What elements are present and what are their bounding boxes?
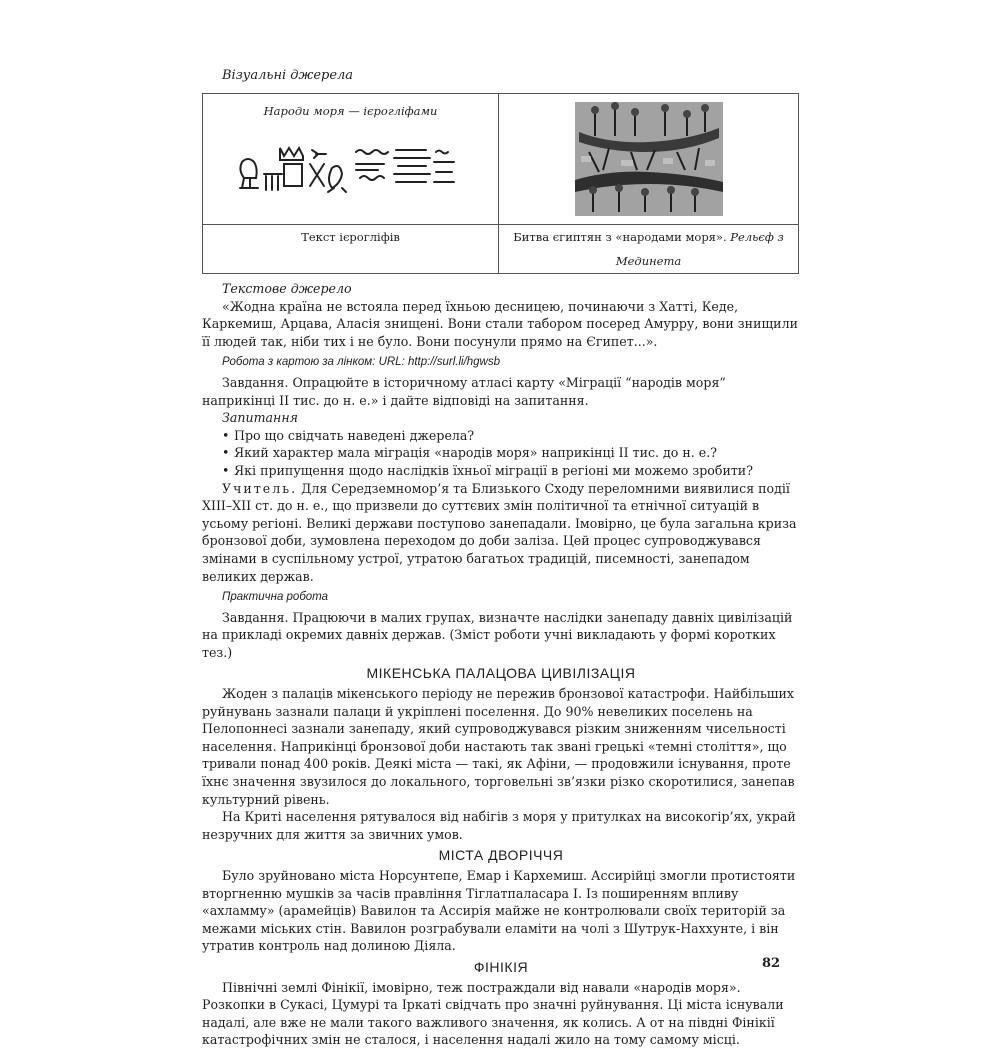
- question-item: • Які припущення щодо наслідків їхньої міграції в регіоні ми можемо зробити?: [222, 462, 800, 480]
- page-content: [202, 60, 800, 1049]
- questions-label: Запитання: [222, 410, 298, 426]
- relief-caption-note: Рельєф з Мединета: [615, 230, 784, 268]
- hieroglyph-image: [236, 140, 466, 196]
- questions-list: [202, 427, 800, 480]
- teacher-text: Для Середземномор’я та Близького Сходу переломними виявилися події XIII–XII ст. до н. е., що призвели до суттєвих змін політичної та етнічної ситуацій в усьому регіоні. Великі держави поступово занепадали. Імовірно, це була загальна криза бронзової доби, зумовлена переходом до доби заліза. Цей процес супроводжувався змінами в суспільному устрої, утратою багатьох традицій, писемності, занепадом великих держав.: [202, 480, 797, 584]
- relief-cell: [499, 94, 799, 225]
- practical-task: Завдання. Працюючи в малих групах, визначте наслідки занепаду давніх цивілізацій на прикладі окремих давніх держав. (Зміст роботи учні викладають у формі коротких тез.): [202, 609, 793, 660]
- map-work-link[interactable]: Робота з картою за лінком: URL: http://surl.li/hgwsb: [222, 356, 501, 369]
- hieroglyph-caption: Текст ієрогліфів: [203, 225, 499, 274]
- mycenae-heading: МІКЕНСЬКА ПАЛАЦОВА ЦИВІЛІЗАЦІЯ: [366, 665, 636, 682]
- text-source-block: [202, 280, 800, 1049]
- relief-caption-text: Битва єгиптян з «народами моря».: [513, 230, 727, 244]
- text-source-quote: «Жодна країна не встояла перед їхньою десницею, починаючи з Хатті, Кеде, Каркемиш, Арцава, Аласія знищені. Вони стали табором посеред Амурру, вони знищили її людей так, ніби тих і не було. Вони посунули прямо на Єгипет...».: [202, 298, 798, 349]
- question-item: • Про що свідчать наведені джерела?: [222, 427, 800, 445]
- teacher-paragraph: [202, 480, 800, 586]
- phoenicia-paragraph: Північні землі Фінікії, імовірно, теж постраждали від навали «народів моря». Розкопки в Сукасі, Цумурі та Іркаті свідчать про значні руйнування. Ці міста існували надалі, але вже не мали такого важливого значення, як колись. А от на півдні Фінікії катастрофічних змін не сталося, і населення надалі жило на тому самому місці.: [202, 979, 784, 1048]
- relief-caption: [499, 225, 799, 274]
- page-number: 82: [762, 956, 781, 971]
- visual-sources-label: Візуальні джерела: [222, 68, 354, 83]
- mycenae-paragraph-2: На Криті населення рятувалося від набігів з моря у притулках на високогір’ях, украй незручних для життя за звичних умов.: [202, 809, 796, 842]
- map-work-task: Завдання. Опрацюйте в історичному атласі карту «Міграції “народів моря” наприкінці II тис. до н. е.» і дайте відповіді на запитання.: [202, 374, 726, 408]
- relief-image: [575, 102, 723, 216]
- phoenicia-heading: ФІНІКІЯ: [473, 958, 529, 975]
- teacher-prefix: Учитель.: [222, 480, 298, 496]
- hieroglyph-title: Народи моря — ієрогліфами: [263, 104, 438, 118]
- practical-label: Практична робота: [222, 591, 329, 604]
- mycenae-paragraph-1: Жоден з палаців мікенського періоду не пережив бронзової катастрофи. Найбільших руйнувань зазнали палаци й укріплені поселення. До 90% невеликих поселень на Пелопоннесі зазнали занепаду, який супроводжувався різким зниженням чисельності населення. Наприкінці бронзової доби настають так звані грецькі «темні століття», що тривали понад 400 років. Деякі міста — такі, як Афіни, — продовжили існування, проте їхнє значення звузилося до локального, торговельні зв’язки різко скоротилися, занепав культурний рівень.: [202, 686, 795, 807]
- hieroglyph-cell: [203, 94, 499, 225]
- question-item: • Який характер мала міграція «народів моря» наприкінці II тис. до н. е.?: [222, 444, 800, 462]
- visual-sources-table: [202, 93, 799, 274]
- mesopotamia-heading: МІСТА ДВОРІЧЧЯ: [438, 847, 564, 864]
- mesopotamia-paragraph: Було зруйновано міста Норсунтепе, Емар і Кархемиш. Ассирійці змогли протистояти вторгненню мушків за часів правління Тіглатпаласара І. Із поширенням впливу «ахламму» (арамейців) Вавилон та Ассирія майже не контролювали своїх територій за межами міських стін. Вавилон розграбували еламіти на чолі з Шутрук-Наххунте, і він утратив контроль над долиною Діяла.: [202, 868, 796, 954]
- text-source-label: Текстове джерело: [222, 281, 352, 296]
